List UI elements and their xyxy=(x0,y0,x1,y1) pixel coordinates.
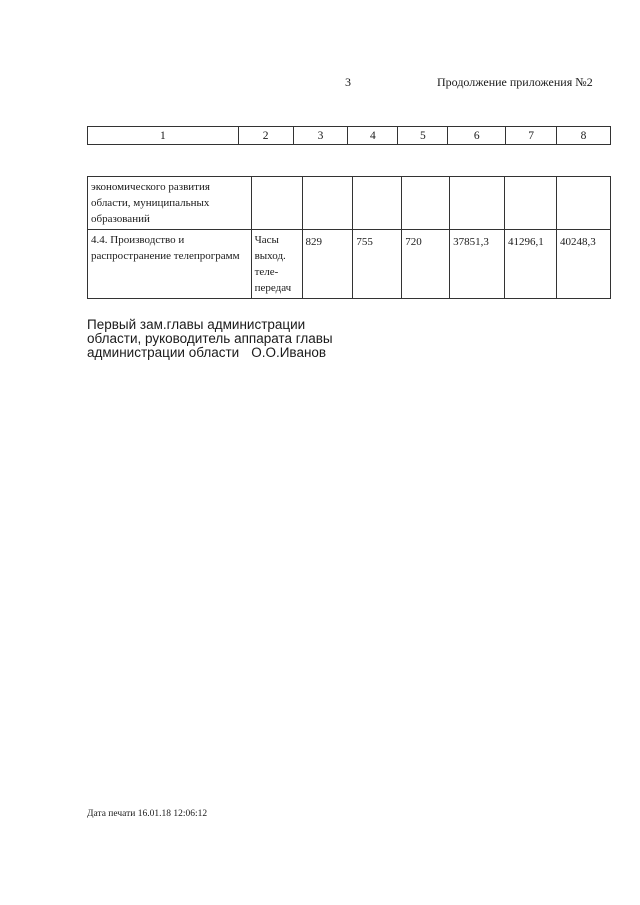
signature-line-text: администрации области xyxy=(87,345,240,360)
table-cell: Часы выход. теле-передач xyxy=(251,230,302,299)
signature-block xyxy=(87,318,333,360)
table-cell xyxy=(450,177,505,230)
table-cell: 40248,3 xyxy=(556,230,610,299)
page-number: 3 xyxy=(345,75,351,89)
column-header: 2 xyxy=(238,127,293,145)
table-cell: 829 xyxy=(302,230,353,299)
table-cell: 755 xyxy=(353,230,402,299)
column-header: 6 xyxy=(448,127,506,145)
column-header: 8 xyxy=(557,127,611,145)
table-cell: экономического развития области, муниципальных образований xyxy=(88,177,252,230)
table-cell: 720 xyxy=(402,230,450,299)
column-header: 3 xyxy=(293,127,348,145)
table-cell xyxy=(556,177,610,230)
column-header: 1 xyxy=(88,127,239,145)
table-cell: 41296,1 xyxy=(505,230,557,299)
column-header-row xyxy=(88,127,611,145)
signature-line: области, руководитель аппарата главы xyxy=(87,331,333,346)
table-cell: 37851,3 xyxy=(450,230,505,299)
print-date: Дата печати 16.01.18 12:06:12 xyxy=(87,809,208,819)
table-cell xyxy=(402,177,450,230)
appendix-label: Продолжение приложения №2 xyxy=(437,75,593,89)
table-row xyxy=(88,177,611,230)
column-header: 4 xyxy=(348,127,398,145)
signatory-name: О.О.Иванов xyxy=(251,345,327,360)
data-table xyxy=(87,176,611,299)
signature-line: Первый зам.главы администрации xyxy=(87,317,306,332)
table-cell: 4.4. Производство и распространение телепрограмм xyxy=(88,230,252,299)
column-header: 7 xyxy=(506,127,557,145)
table-cell xyxy=(251,177,302,230)
table-cell xyxy=(505,177,557,230)
column-header-table xyxy=(87,126,611,145)
column-header: 5 xyxy=(398,127,448,145)
table-row xyxy=(88,230,611,299)
table-cell xyxy=(353,177,402,230)
table-cell xyxy=(302,177,353,230)
signature-line xyxy=(87,346,333,360)
